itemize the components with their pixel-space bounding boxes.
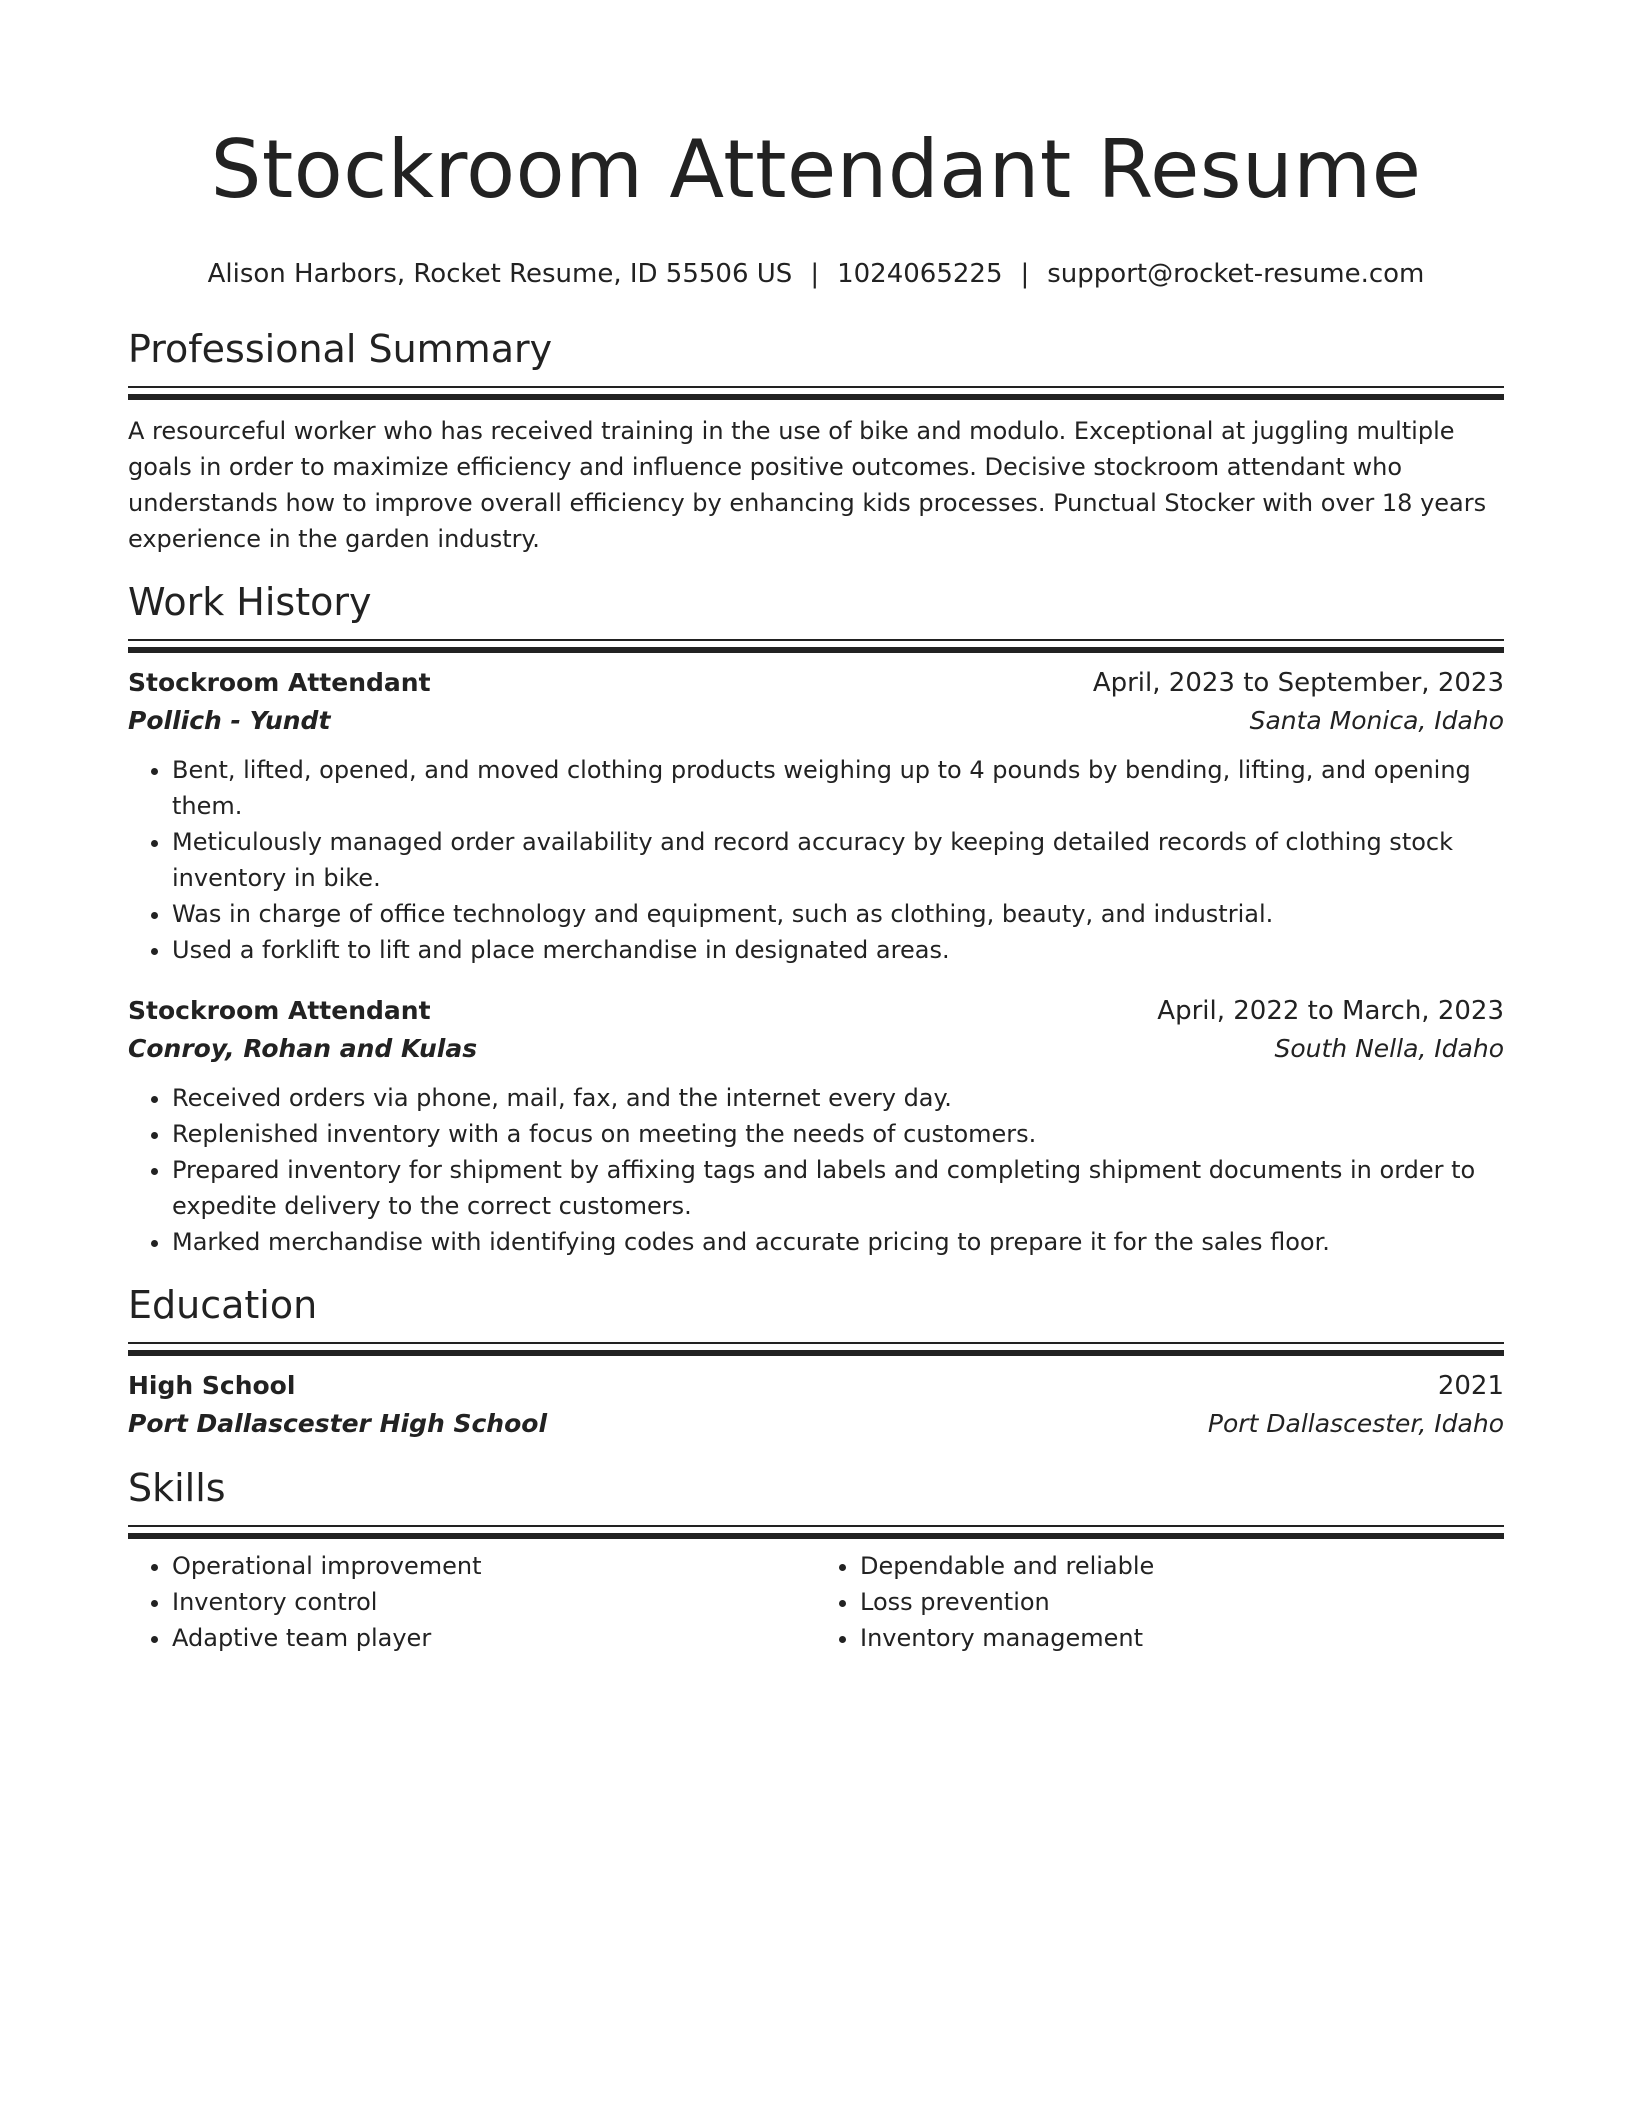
job-entry [128,992,1504,1260]
work-history-section [128,577,1504,1260]
education-degree: High School [128,1371,296,1400]
job-role: Stockroom Attendant [128,668,431,697]
skills-list-right [816,1548,1504,1656]
job-role: Stockroom Attendant [128,996,431,1025]
section-divider [128,1525,1504,1536]
list-item: • Prepared inventory for shipment by affixing tags and labels and completing shipment documents in order to expedite delivery to the correct customers. [172,1152,1504,1224]
list-item: • Marked merchandise with identifying codes and accurate pricing to prepare it for the sales floor. [172,1224,1504,1260]
education-year: 2021 [1437,1371,1504,1401]
job-header [128,992,1504,1030]
list-item: • Operational improvement [172,1548,816,1584]
job-company: Conroy, Rohan and Kulas [128,1034,478,1063]
job-location: South Nella, Idaho [1274,1034,1504,1063]
list-item: • Bent, lifted, opened, and moved clothing products weighing up to 4 pounds by bending, lifting, and opening them. [172,752,1504,824]
skills-list-left [128,1548,816,1656]
summary-heading: Professional Summary [128,327,553,371]
section-divider [128,1342,1504,1353]
skills-section [128,1463,1504,1656]
list-item: • Dependable and reliable [860,1548,1504,1584]
job-header [128,664,1504,702]
contact-phone: 1024065225 [837,259,1003,289]
education-subheader [128,1405,1504,1443]
list-item: • Was in charge of office technology and equipment, such as clothing, beauty, and industrial. [172,896,1504,932]
job-subheader [128,702,1504,740]
job-subheader [128,1030,1504,1068]
list-item: • Received orders via phone, mail, fax, and the internet every day. [172,1080,1504,1116]
job-bullets [128,752,1504,968]
education-heading: Education [128,1283,318,1327]
summary-section [128,324,1504,557]
job-location: Santa Monica, Idaho [1249,706,1504,735]
list-item: • Inventory control [172,1584,816,1620]
skills-columns [128,1548,1504,1656]
summary-text: A resourceful worker who has received training in the use of bike and modulo. Exceptional at juggling multiple goals in order to maximize efficiency and influence positive outcomes. Decisive stockroom attendant who understands how to improve overall efficiency by enhancing kids processes. Punctual Stocker with over 18 years experience in the garden industry. [128,417,1487,553]
list-item: • Inventory management [860,1620,1504,1656]
contact-separator: | [810,259,820,289]
list-item: • Loss prevention [860,1584,1504,1620]
education-header [128,1367,1504,1405]
list-item: • Used a forklift to lift and place merchandise in designated areas. [172,932,1504,968]
job-entry [128,664,1504,968]
contact-address: Alison Harbors, Rocket Resume, ID 55506 US [207,259,793,289]
job-dates: April, 2022 to March, 2023 [1157,996,1504,1026]
list-item: • Meticulously managed order availability and record accuracy by keeping detailed records of clothing stock inventory in bike. [172,824,1504,896]
job-dates: April, 2023 to September, 2023 [1092,668,1504,698]
job-company: Pollich - Yundt [128,706,331,735]
list-item: • Replenished inventory with a focus on meeting the needs of customers. [172,1116,1504,1152]
job-bullets [128,1080,1504,1260]
work-history-heading: Work History [128,580,372,624]
contact-separator: | [1020,259,1030,289]
education-school: Port Dallascester High School [128,1409,548,1438]
section-divider [128,639,1504,650]
section-divider [128,386,1504,397]
contact-line [128,256,1504,292]
skills-heading: Skills [128,1466,226,1510]
education-entry [128,1367,1504,1443]
resume-title: Stockroom Attendant Resume [210,123,1422,216]
education-location: Port Dallascester, Idaho [1207,1409,1504,1438]
contact-email: support@rocket-resume.com [1047,259,1425,289]
list-item: • Adaptive team player [172,1620,816,1656]
education-section [128,1280,1504,1443]
